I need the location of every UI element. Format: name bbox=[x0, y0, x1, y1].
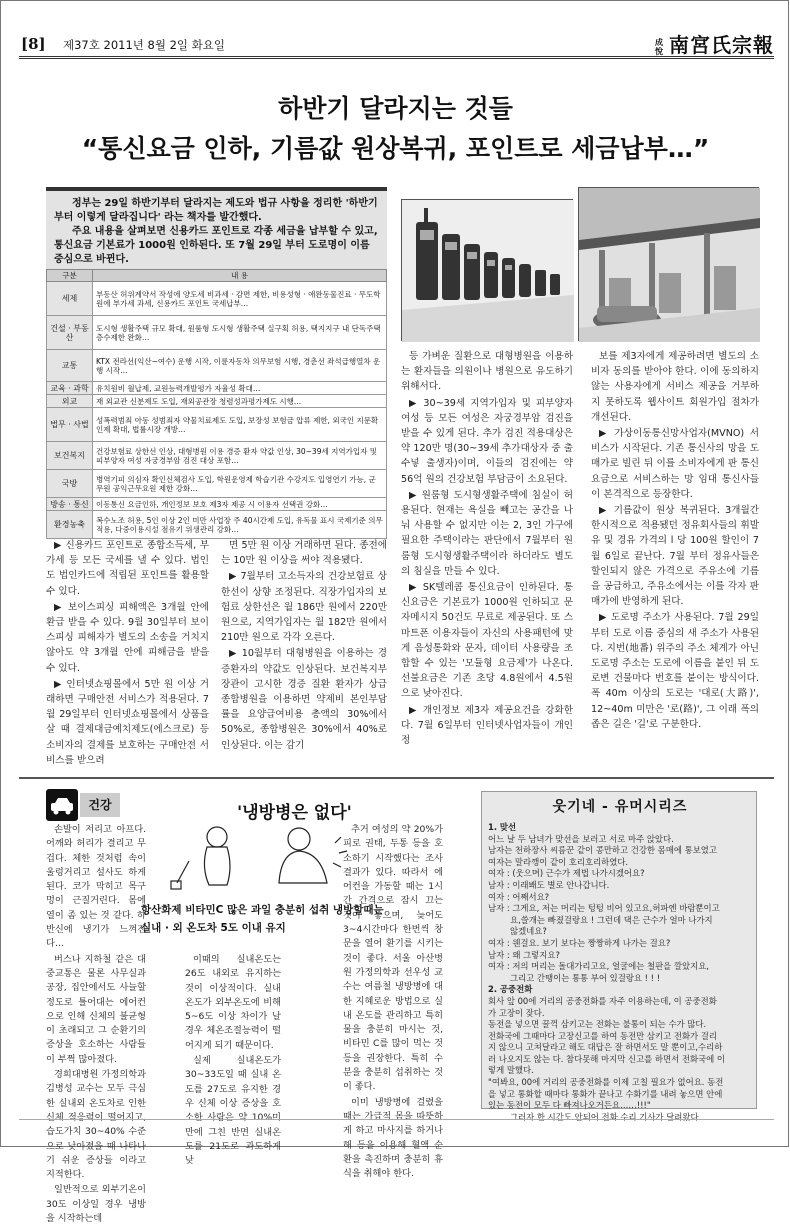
health-column-1 bbox=[46, 823, 146, 1227]
table-cell-category: 환경농축 bbox=[47, 511, 93, 539]
article-column-2 bbox=[221, 538, 387, 754]
article-paragraph: 경희대병원 가정의학과 김병성 교수는 모두 극심한 실내외 온도차로 인한 신체 적응력이 떨어지고, 습도가치 30~40% 수준으로 낮아졌을 때 나타나기 쉬운 증상들 이라고 지적한다. bbox=[46, 1069, 146, 1181]
lead-paragraph: 정부는 29일 하반기부터 달라지는 제도와 법규 사항을 정리한 '하반기부터 이렇게 달라집니다' 라는 책자를 발간했다. bbox=[54, 198, 378, 223]
humor-line: 전화국에 그때마다 고장신고를 하여 동전만 삼키고 전화가 걸리 bbox=[488, 1030, 717, 1041]
table-cell-category: 교육 · 과학 bbox=[47, 382, 93, 395]
article-paragraph: 손발이 저리고 아프다. 어깨와 허리가 결리고 무겁다. 체한 것처럼 속이 울렁거리고 설사도 하게 된다. 코가 막히고 목구멍이 근질거린다. 몸에 열이 좀 있는 것 같다. 하반신에 냉기가 느껴진다… bbox=[46, 824, 146, 950]
table-cell: 재 외교관 신분제도 도입, 재외공관장 청렴성과평가제도 시행… bbox=[93, 395, 387, 408]
masthead-small: 成悅 bbox=[655, 36, 664, 56]
page-number: [8] bbox=[21, 35, 46, 53]
article-paragraph: ▶ 도로명 주소가 사용된다. 7월 29일부터 도로 이름 중심의 새 주소가 사용된다. 지번(地番) 위주의 주소 체계가 아닌 도로명 주소는 도로에 이름을 붙인 뒤 도로변 건물마다 번호를 붙이는 방식이다. 폭 40m 이상의 도로는 '대로(大路)', 12~40m 미만은 '로(路)', 그 이래 폭의 좁은 길은 '길'로 구분한다. bbox=[591, 612, 759, 730]
headline: 하반기 달라지는 것들 bbox=[278, 94, 513, 123]
car-icon bbox=[46, 789, 78, 821]
health-label: 건강 bbox=[80, 793, 120, 817]
section-divider bbox=[19, 777, 774, 779]
humor-section-title: 1. 맞선 bbox=[488, 822, 517, 832]
article-column-4 bbox=[591, 349, 759, 733]
table-cell: 복수노조 허용, 5인 이상 2인 미만 사업장 주 40시간제 도입, 유독물 표시 국제기준 의무 적용, 다중이용시설 점유기 위생관리 강화… bbox=[93, 511, 387, 539]
article-paragraph: ▶ SK텔레콤 통신요금이 인하된다. 통신요금은 기본료가 1000원 인하되고 문자메시지 50건도 무료로 제공된다. 또 스마트폰 이용자들이 자신의 사용패턴에 맞게 음성통화와 문자, 데이터 사용량을 조합할 수 있는 '모듈형 요금제'가 나온다. 선불요금은 기존 초당 4.8원에서 4.5원으로 낮아진다. bbox=[401, 582, 573, 700]
humor-line: 여자 : 저의 머리는 돌대가리고요, 얼굴에는 철판을 깔았지요, bbox=[488, 961, 709, 972]
humor-line: 남자 : 왜 그렇지요? bbox=[488, 949, 560, 960]
humor-line: 여자는 말라깽이 같이 호리호리하였다. bbox=[488, 856, 629, 867]
table-cell-category: 방송 · 통신 bbox=[47, 498, 93, 511]
gas-station-photo bbox=[578, 187, 759, 341]
phones-photo bbox=[401, 199, 573, 341]
lead-paragraph: 주요 내용을 살펴보면 신용카드 포인트로 각종 세금을 납부할 수 있고, 통신요금 기본료가 1000원 인하된다. 또 7월 29일 부터 도로명이 이름 중심으로 바뀐다. bbox=[54, 226, 378, 265]
footer-divider bbox=[19, 1119, 774, 1120]
masthead bbox=[655, 29, 774, 58]
humor-line: 남자는 천하장사 씨름꾼 같이 콩만하고 건강한 몸매에 통보였고 bbox=[488, 845, 717, 856]
table-cell: 성폭력범죄 아동 성범죄자 약물치료제도 도입, 보장성 보험금 압류 제한, 외국인 지문확인제 확대, 법률시장 개방… bbox=[93, 408, 387, 442]
humor-line: 있는 동전이 모두 다 빠져나오거든요……!!!" bbox=[488, 1100, 651, 1111]
article-paragraph: 버스나 지하철 같은 대중교통은 물론 사무실과 공장, 집안에서도 사늘할 정도로 틀어대는 에어컨으로 인해 신체의 불균형이 초래되고 그 순환기의 증상을 호소하는 사람들이 부쩍 많아졌다. bbox=[46, 953, 146, 1065]
humor-line: 여자 : 웬걸요. 보기 보다는 짱짱하게 나가는 걸요? bbox=[488, 937, 671, 948]
table-header-row bbox=[47, 270, 387, 282]
article-paragraph: 보를 제3자에게 제공하려면 별도의 소비자 동의를 받아야 한다. 이에 동의하지 않는 사용자에게 서비스 제공을 거부하지 못하도록 웹사이트 회원가입 절차가 개선된다. bbox=[591, 351, 759, 423]
health-column-2 bbox=[185, 953, 281, 1169]
humor-line: 남자 : 이래봬도 별로 안나갑니다. bbox=[488, 879, 610, 890]
table-cell-category: 보건복지 bbox=[47, 442, 93, 470]
article-paragraph: ▶ 원룸형 도시형생활주택에 침실이 허용된다. 현재는 욕실을 빼고는 공간을 나눠 사용할 수 없지만 이는 2, 3인 가구에 필요한 주택이라는 판단에서 7월부터 원룸형 도시형생활주택이라 하더라도 별도의 침실을 만들 수 있다. bbox=[401, 489, 573, 577]
article-paragraph: 등 가벼운 질환으로 대형병원을 이용하는 환자들을 의원이나 병원으로 유도하기 위해서다. bbox=[401, 351, 573, 393]
humor-line: 어느 날 두 남녀가 맞선을 보러고 서로 마주 앉았다. bbox=[488, 833, 674, 844]
humor-line: 않겠네요? bbox=[510, 926, 547, 937]
humor-section-title: 2. 공중전화 bbox=[488, 984, 533, 995]
humor-line: 렇게 말했다. bbox=[488, 1065, 534, 1076]
humor-body bbox=[488, 822, 754, 1123]
humor-line: 지 않으니 고쳐달라고 해도 대답은 잘 하면서도 말 뿐이고,수리하 bbox=[488, 1042, 723, 1053]
humor-line: 그러자 한 시간도 안되어 전화 수리 기사가 달려왔다. bbox=[510, 1111, 702, 1122]
article-paragraph: 이때의 실내온도는 26도 내외로 유지하는 것이 이상적이다. 실내 온도가 외부온도에 비해 5~6도 이상 차이가 날 경우 체온조절능력이 떨어지게 되기 때문이다. bbox=[185, 954, 281, 1051]
humor-line: 동전을 넣으면 꿀꺽 삼키고는 전화는 불통이 되는 수가 많다. bbox=[488, 1019, 707, 1030]
article-column-3 bbox=[401, 349, 573, 749]
article-paragraph: ▶ 30~39세 지역가입자 및 피부양자 여성 등 모든 여성은 자궁경부암 검진을 받을 수 있게 된다. 추가 검진 적용대상은 약 120만 명(30~39세 추가대상자 중 출수넣 출생자)이며, 이들의 검진에는 약 56억 원의 건강보험 부담금이 소요된다. bbox=[401, 397, 573, 485]
table-cell: 도시형 생활주택 규모 확대, 원룸형 도시형 생활주택 실구획 허용, 택지지구 내 단독주택 층수제한 완화… bbox=[93, 316, 387, 350]
table-cell-category: 외교 bbox=[47, 395, 93, 408]
humor-title: 웃기네 - 유머시리즈 bbox=[552, 799, 688, 815]
table-cell: 병역기피 의심자 확인신체검사 도입, 학원운영제 학습기관 수강지도 입영연기 가능, 군무원 공익근무요원 제한 강화… bbox=[93, 470, 387, 498]
table-cell-category: 건설 · 부동산 bbox=[47, 316, 93, 350]
table-row bbox=[47, 316, 387, 350]
table-cell: 부동산 허위계약서 작성에 양도세 비과세 · 감면 제한, 비용성형 · 애완동물진료 · 무도학원에 부가세 과세, 신용카드 포인트 국세납부… bbox=[93, 282, 387, 316]
table-cell: 건강보험료 상한선 인상, 대형병원 이용 경증 환자 약값 인상, 30~39세 지역가입자 및 피부양자 여성 자궁경부암 검진 대상 포함… bbox=[93, 442, 387, 470]
article-paragraph: ▶ 7월부터 고소득자의 건강보험료 상한선이 상향 조정된다. 직장가입자의 보험료 상한선은 월 186만 원에서 220만 원으로, 지역가입자는 월 182만 원에서 210만 원으로 각각 오른다. bbox=[221, 571, 387, 644]
table-row bbox=[47, 470, 387, 498]
subheadline: “통신요금 인하, 기름값 원상복귀, 포인트로 세금납부…” bbox=[81, 134, 710, 163]
table-row bbox=[47, 442, 387, 470]
article-paragraph: ▶ 기름값이 원상 복귀된다. 3개월간 한시적으로 적용됐던 정유회사들의 휘발유 및 경유 가격의 l 당 100원 할인이 7월 6일로 끝난다. 7월 부터 정유사들은 할인되지 않은 가격으로 주유소에 기름을 공급하고, 주유소에서는 이를 각자 판매가에 반영하게 된다. bbox=[591, 505, 759, 608]
humor-line: 러 나오지도 않는 다. 참다못해 마지막 신고를 하면서 전화국에 이 bbox=[488, 1053, 725, 1064]
table-cell-category: 세제 bbox=[47, 282, 93, 316]
article-column-1 bbox=[46, 538, 209, 769]
humor-line: 그리고 간땡이는 통통 부어 있걸랑요 ! ! ! bbox=[510, 972, 661, 983]
article-paragraph: 추거 여성의 약 20%가 피로 권태, 두통 등을 호소하기 시작했다는 조사결과가 있다. 따라서 에어컨을 가동할 때는 1시간 간격으로 잠시 끄는 것이 좋으며, 늦어도 3~4시간마다 한번씩 창문을 열어 환기를 시키는 것이 좋다. 서울 아산병원 가정의학과 선우성 교수는 여름철 냉방병에 대한 지혜로운 방법으로 실내 온도를 관리하고 특히 물을 충분히 마시는 것, 비타민 C를 많이 먹는 것 등을 권장한다. 특히 수분을 충분히 섭취하는 것이 좋다. bbox=[343, 824, 443, 1093]
humor-line: 여자 : (웃으며) 근수가 제법 나가시겠어요? bbox=[488, 868, 645, 879]
table-row bbox=[47, 511, 387, 539]
humor-line: 회사 앞 00에 거리의 공중전화를 자주 이용하는데, 이 공중전화 bbox=[488, 995, 717, 1006]
humor-line: 을 넣고 통화할 때마다 통화가 끝나고 수화기를 내려 놓으면 안에 bbox=[488, 1088, 723, 1099]
table-cell: 유치원비 월납제, 교원능력개발평가 자율성 확대… bbox=[93, 382, 387, 395]
article-paragraph: 일반적으로 외부기온이 30도 이상일 경우 냉방을 시작하는데 bbox=[46, 1184, 146, 1225]
humor-line: 가 고장이 잦다. bbox=[488, 1007, 545, 1018]
humor-line: 요,쓸개는 빠졌걸랑요 ! 그런데 댁은 근수가 얼마 나가지 bbox=[510, 914, 713, 925]
article-paragraph: ▶ 보이스피싱 피해액은 3개월 안에 환급 받을 수 있다. 9월 30일부터 보이스피싱 피해자가 별도의 소송을 거치지 않아도 약 3개월 안에 피해금을 받을 수 있다. bbox=[46, 601, 209, 674]
table-row bbox=[47, 350, 387, 382]
table-header: 구분 bbox=[47, 270, 93, 282]
humor-line: "여봐요, 00에 거리의 공중전화를 이제 고칠 필요가 없어요. 동전 bbox=[488, 1077, 724, 1088]
masthead-title: 南宮氏宗報 bbox=[669, 33, 774, 57]
table-cell: 이동통신 요금인하, 개인정보 보호 제3자 제공 시 이용자 선택권 강화… bbox=[93, 498, 387, 511]
table-header: 내 용 bbox=[93, 270, 387, 282]
summary-table bbox=[46, 269, 387, 539]
humor-line: 여자 : 어째서요? bbox=[488, 891, 550, 902]
table-row bbox=[47, 382, 387, 395]
article-paragraph: 면 5만 원 이상 거래하면 된다. 종전에는 10만 원 이상을 써야 적용됐다. bbox=[221, 540, 387, 567]
issue-date: 제37호 2011년 8월 2일 화요일 bbox=[63, 38, 226, 52]
table-row bbox=[47, 498, 387, 511]
article-paragraph: ▶ 10월부터 대형병원을 이용하는 경증환자의 약값도 인상된다. 보건복지부 장관이 고시한 경증 질환 환자가 상급 종합병원을 이용하면 약제비 본인부담률을 요양급여비용 총액의 30%에서 50%로, 종합병원은 30%에서 40%로 인상된다. 이는 감기 bbox=[221, 648, 387, 751]
article-paragraph: 이미 냉방병에 걸렸을 때는 가급적 몸을 따뜻하게 하고 마사지를 하거나 해 등을 이용해 혈액 순환을 촉진하며 충분히 휴식을 취해야 한다. bbox=[343, 1096, 443, 1180]
table-cell-category: 국방 bbox=[47, 470, 93, 498]
humor-line: 남자 : 그게요, 저는 머리는 텅텅 비어 있고요,허파엔 바람뿐이고 bbox=[488, 903, 720, 914]
table-cell: KTX 전라선(익산~여수) 운행 시작, 이륜자동차 의무보험 시행, 경춘선 좌석급행열차 운행 시작… bbox=[93, 350, 387, 382]
table-cell-category: 법무 · 사법 bbox=[47, 408, 93, 442]
table-row bbox=[47, 408, 387, 442]
lead-box bbox=[46, 187, 387, 273]
article-paragraph: 실제 실내온도가 30~33도일 때 실내 온도를 27도로 유지한 경우 신체 이상 증상을 호소한 사람은 약 10%미만에 그친 반면 실내온도를 21도로 과도하게 낮 bbox=[185, 1055, 281, 1167]
article-paragraph: ▶ 개인정보 제3자 제공요건을 강화한다. 7월 6일부터 인터넷사업자들이 개인정 bbox=[401, 704, 573, 747]
table-row bbox=[47, 395, 387, 408]
humor-box bbox=[481, 791, 757, 1122]
health-title: '냉방병은 없다' bbox=[237, 803, 352, 823]
health-label-box bbox=[46, 789, 111, 821]
table-row bbox=[47, 282, 387, 316]
article-paragraph: ▶ 인터넷쇼핑몰에서 5만 원 이상 거래하면 구매안전 서비스가 적용된다. 7월 29일부터 인터넷쇼핑몰에서 상품을 살 때 결제대금예치제도(에스크로) 등 소비자의 결제를 보호하는 구매안전 서비스를 받으려 bbox=[46, 678, 209, 766]
health-subhead: 항산화제 비타민C 많은 과일 충분히 섭취 냉방할때는 실내 · 외 온도차 5도 이내 유지 bbox=[141, 904, 384, 934]
article-paragraph: ▶ 신용카드 포인트로 종합소득세, 부가세 등 모든 국세를 낼 수 있다. 법인도 법인카드에 적립된 포인트를 활용할 수 있다. bbox=[46, 540, 209, 597]
health-column-3 bbox=[343, 823, 443, 1182]
article-paragraph: ▶ 가상이동통신망사업자(MVNO) 서비스가 시작된다. 기존 통신사의 망을 도매가로 빌린 뒤 이를 소비자에게 판 통신 요금으로 서비스하는 망 임대 통신사들이 본격적으로 등장한다. bbox=[591, 428, 759, 500]
table-cell-category: 교통 bbox=[47, 350, 93, 382]
page-header bbox=[19, 29, 774, 59]
